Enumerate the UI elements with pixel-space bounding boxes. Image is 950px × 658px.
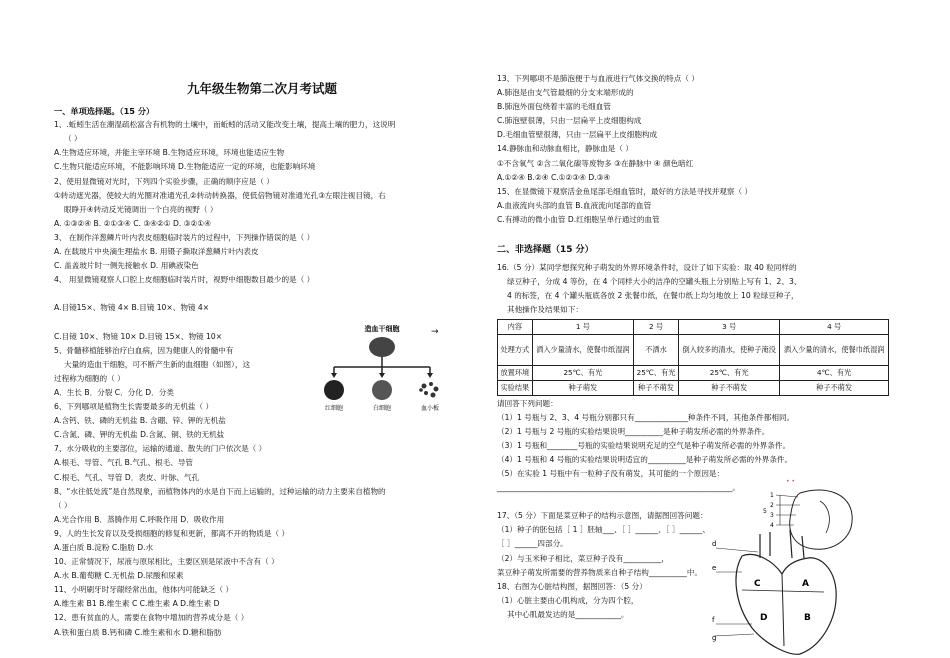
- table-cell: 倒入较多的清水，使种子淹没: [679, 334, 780, 365]
- text-line: C. 盖盖玻片时一侧先接触水 D. 用碘液染色: [54, 261, 199, 271]
- text-line: B.肺泡外面包绕着丰富的毛细血管: [497, 102, 611, 112]
- stem-cell-label: 造血干细胞: [364, 325, 400, 333]
- heart-leader-lines: [714, 548, 758, 636]
- heart-label: e: [712, 564, 717, 572]
- red-blood-cell-image: [324, 380, 344, 400]
- text-line: A.目镜15×、物镜 4× B.目镜 10×、物镜 4×: [54, 303, 210, 313]
- text-line: A.铁和蛋白质 B.钙和磷 C.维生素和水 D.糖和脂肪: [54, 627, 222, 637]
- table-cell: 种子不萌发: [780, 380, 889, 395]
- right-question-list: [497, 72, 897, 227]
- table-cell: 放置环境: [498, 365, 533, 380]
- text-line: A.血液流向头部的血管 B.血液流向尾部的血管: [497, 200, 652, 210]
- heart-label: g: [712, 634, 717, 642]
- table-header-row: [498, 319, 889, 334]
- text-line: 17、（5 分）下面是菜豆种子的结构示意图，请据图回答问题：: [497, 511, 708, 521]
- table-cell: 不洒水: [634, 334, 679, 365]
- text-line: 4 的标签，在 4 个罐头瓶底各放 2 张餐巾纸，在餐巾纸上均匀地放上 10 粒绿豆种子，: [507, 291, 799, 301]
- text-line: ①不含氧气 ②含二氧化碳等废物多 ③在静脉中 ④ 颜色暗红: [497, 158, 694, 168]
- seed-leader-lines: [776, 495, 800, 525]
- text-line: A.维生素 B1 B.维生素 C C.维生素 A D.维生素 D: [54, 599, 220, 609]
- text-line: 请回答下列问题：: [497, 398, 558, 408]
- question-16: [497, 261, 897, 317]
- text-line: A.蛋白质 B.淀粉 C.脂肪 D.水: [54, 543, 154, 552]
- white-blood-cell-image: [372, 380, 392, 400]
- text-line: 其中心肌最发达的是____________。: [507, 609, 629, 619]
- text-line: C.根毛、气孔、导管 D．表皮、叶脉、气孔: [54, 472, 200, 482]
- heart-chamber-label: D: [760, 613, 768, 623]
- text-line: （2）1 号瓶与 2 号瓶的实验结果说明__________是种子萌发所必需的外界条件。: [497, 426, 770, 436]
- heart-outline: [736, 554, 836, 654]
- text-line: A. ①③②④ B. ②①③④ C. ③④②① D. ③②①④: [54, 218, 211, 228]
- text-line: A. 在载玻片中央滴生理盐水 B. 用镊子撕取洋葱鳞片叶内表皮: [54, 247, 259, 257]
- text-line: 14.静脉血和动脉血相比，静脉血是（ ）: [497, 144, 633, 154]
- text-line: 2、使用显微镜对光时，下列四个实验步骤，正确的顺序应是（ ）: [54, 176, 274, 186]
- platelet-image: [419, 382, 438, 398]
- text-line: 8、“水往低处流”是自然现象，而植物体内的水是自下而上运输的，过种运输的动力主要来自植物的: [54, 486, 386, 496]
- text-line: C.有搏动的微小血管 D.红细胞呈单行通过的血管: [497, 214, 660, 224]
- table-header-cell: 1 号: [532, 319, 633, 334]
- text-line: C.目镜 10×、物镜 10× D.目镜 15×、物镜 10×: [54, 331, 223, 341]
- table-cell: 25℃、有光: [679, 365, 780, 380]
- table-cell: 种子不萌发: [679, 380, 780, 395]
- seed-label: 1: [770, 492, 774, 499]
- text-line: ［ ］______四部分。: [497, 539, 568, 549]
- text-line: 3、 在制作洋葱鳞片叶内表皮细胞临时装片的过程中，下列操作错误的是（ ）: [54, 232, 315, 242]
- text-line: D.毛细血管壁很薄，只由一层扁平上皮细胞构成: [497, 130, 658, 140]
- table-row: [498, 365, 889, 380]
- text-line: 绿豆种子，分成 4 等份，在 4 个同样大小的洁净的空罐头瓶上分别贴上写有 1、2、3、: [507, 277, 802, 287]
- exam-title: 九年级生物第二次月考试题: [186, 81, 337, 96]
- heart-label: f: [712, 616, 715, 624]
- text-line: 18、右图为心脏结构图，据图回答：（5 分）: [497, 581, 647, 591]
- margin-arrow: →: [431, 327, 439, 337]
- text-line: 9、人的生长发育以及受损细胞的修复和更新，都离不开的物质是（ ）: [54, 528, 290, 538]
- heart-chamber-label: A: [802, 579, 809, 589]
- white-blood-cell-label: 白细胞: [372, 405, 392, 412]
- text-line: C.肺泡壁很薄，只由一层扁平上皮细胞构成: [497, 116, 642, 126]
- text-line: 4、 用显微镜观察人口腔上皮细胞临时装片时，视野中细胞数目最少的是（ ）: [54, 275, 315, 285]
- text-line: （2）与玉米种子相比，菜豆种子没有__________，: [497, 553, 669, 563]
- seed-label: 2: [770, 502, 774, 509]
- text-line: A.光合作用 B．蒸腾作用 C.呼吸作用 D．吸收作用: [54, 514, 225, 524]
- text-line: A.水 B.葡萄糖 C.无机盐 D.尿酸和尿素: [54, 571, 184, 581]
- text-line: A.生物适应环境，并能主宰环境 B.生物适应环境，环境也能适应生物: [54, 148, 285, 158]
- text-line: [54, 287, 470, 301]
- text-line: A.含钙、铁、磷的无机盐 B. 含硼、锌、钾的无机盐: [54, 416, 226, 426]
- text-line: A.肺泡是由支气管最细的分支末端形成的: [497, 88, 634, 98]
- seed-label: 3: [770, 512, 774, 519]
- table-cell: 25℃、有光: [532, 365, 633, 380]
- heart-structure-diagram: [712, 528, 854, 658]
- table-header-cell: 2 号: [634, 319, 679, 334]
- seed-label: 5: [763, 508, 767, 515]
- section-two-heading: 二、非选择题（15 分）: [497, 245, 594, 256]
- text-line: 11、小明刷牙时牙龈经常出血，他体内可能缺乏（ ）: [54, 585, 234, 595]
- red-blood-cell-label: 红细胞: [324, 405, 344, 412]
- table-cell: 处理方式: [498, 334, 533, 365]
- text-line: 15、在显微镜下观察活金鱼尾部毛细血管时，最好的方法是寻找并观察（ ）: [497, 186, 753, 196]
- text-line: 其他操作及结果如下：: [507, 305, 583, 315]
- table-header-cell: 内容: [498, 319, 533, 334]
- heart-septum: [782, 574, 784, 646]
- text-line: 7、水分吸收的主要部位，运输的通道、散失的门户依次是（ ）: [54, 444, 267, 454]
- table-cell: 种子不萌发: [634, 380, 679, 395]
- table-cell: 实验结果: [498, 380, 533, 395]
- table-cell: 25℃、有光: [634, 365, 679, 380]
- text-line: （1）种子的胚包括［ 1 ］胚轴___、［ ］______、［ ］______、: [497, 525, 710, 535]
- table-cell: 种子萌发: [532, 380, 633, 395]
- text-line: （5）在实验 1 号瓶中有一粒种子没有萌发，其可能的一个原因是：: [497, 468, 725, 478]
- text-line: 6、下列哪项是植物生长需要最多的无机盐（ ）: [54, 402, 214, 412]
- text-line: （1）心脏主要由心肌构成，分为四个腔，: [497, 595, 639, 605]
- decorative-dots: • •: [786, 478, 795, 485]
- text-line: 16.（5 分）某同学想探究种子萌发的外界环境条件时，设计了如下实验：取 40 粒同样的: [497, 263, 797, 273]
- text-line: （ ）: [64, 134, 82, 144]
- text-line: 10、正常情况下，尿液与原尿相比，主要区别是尿液中不含有（ ）: [54, 557, 279, 567]
- text-line: A．生长 B．分裂 C．分化 D．分类: [54, 387, 174, 397]
- experiment-table: [497, 319, 889, 396]
- stem-cell-image: [369, 337, 395, 357]
- platelet-label: 血小板: [420, 405, 440, 412]
- text-line: 菜豆种子萌发所需要的营养物质来自种子结构__________中。: [497, 567, 703, 577]
- text-line: 13、下列哪项不是肺泡便于与血液进行气体交换的特点（ ）: [497, 74, 699, 83]
- text-line: C.生物只能适应环境，不能影响环境 D.生物能适应一定的环境，也能影响环境: [54, 162, 316, 172]
- section-one-heading: 一、单项选择题。（15 分）: [54, 106, 155, 117]
- heart-chamber-label: B: [804, 613, 811, 623]
- heart-label: d: [712, 540, 717, 548]
- table-row: [498, 380, 889, 395]
- text-line: （4）1 号瓶和 4 号瓶的实验结果说明适宜的__________是种子萌发所必需的外界条件。: [497, 454, 793, 464]
- text-line: （1）1 号瓶与 2、3、4 号瓶分别都只有______________种条件不同，其他条件都相同。: [497, 412, 795, 422]
- table-cell: 4℃、有光: [780, 365, 889, 380]
- text-line: （ ）: [54, 500, 72, 510]
- lineage-arrows: [334, 357, 430, 374]
- text-line: （3）1 号瓶和________号瓶的实验结果说明充足的空气是种子萌发所必需的外界条件。: [497, 440, 791, 450]
- text-line: A.根毛、导管、气孔 B.气孔、根毛、导管: [54, 458, 194, 468]
- text-line: ①转动遮光器，使较大的光圈对准通光孔②转动转换器，使低倍物镜对准通光孔③左眼注视目镜，右: [54, 190, 386, 200]
- text-line: 眼睁开④转动反光镜调出一个白亮的视野（ ）: [64, 204, 218, 214]
- table-header-cell: 3 号: [679, 319, 780, 334]
- table-row: [498, 334, 889, 365]
- heart-chamber-label: C: [754, 579, 761, 589]
- text-line: 过程称为细胞的（ ）: [54, 373, 125, 383]
- text-line: 5、骨髓移植能够治疗白血病，因为健康人的骨髓中有: [54, 345, 234, 355]
- table-cell: 洒入少量清水，使餐巾纸湿润: [532, 334, 633, 365]
- text-line: C.含氮、磷、钾的无机盐 D.含氮、铜、铁的无机盐: [54, 430, 225, 440]
- text-line: ______________________________________________________________。: [497, 483, 740, 493]
- table-header-cell: 4 号: [780, 319, 889, 334]
- text-line: 1、.蚯蚓生活在潮湿疏松富含有机物的土壤中，而蚯蚓的活动又能改变土壤，提高土壤的肥力，这说明: [54, 120, 396, 130]
- text-line: A.①②④ B.②④ C.①②③④ D.③④: [497, 172, 611, 182]
- seed-label: 4: [770, 522, 774, 529]
- text-line: 大量的造血干细胞，可不断产生新的血细胞（如图），这: [64, 359, 251, 369]
- table-cell: 洒入少量的清水，使餐巾纸湿润: [780, 334, 889, 365]
- text-line: 12、患有贫血的人，需要在食物中增加的营养成分是（ ）: [54, 613, 249, 623]
- heart-vessels: [760, 530, 804, 558]
